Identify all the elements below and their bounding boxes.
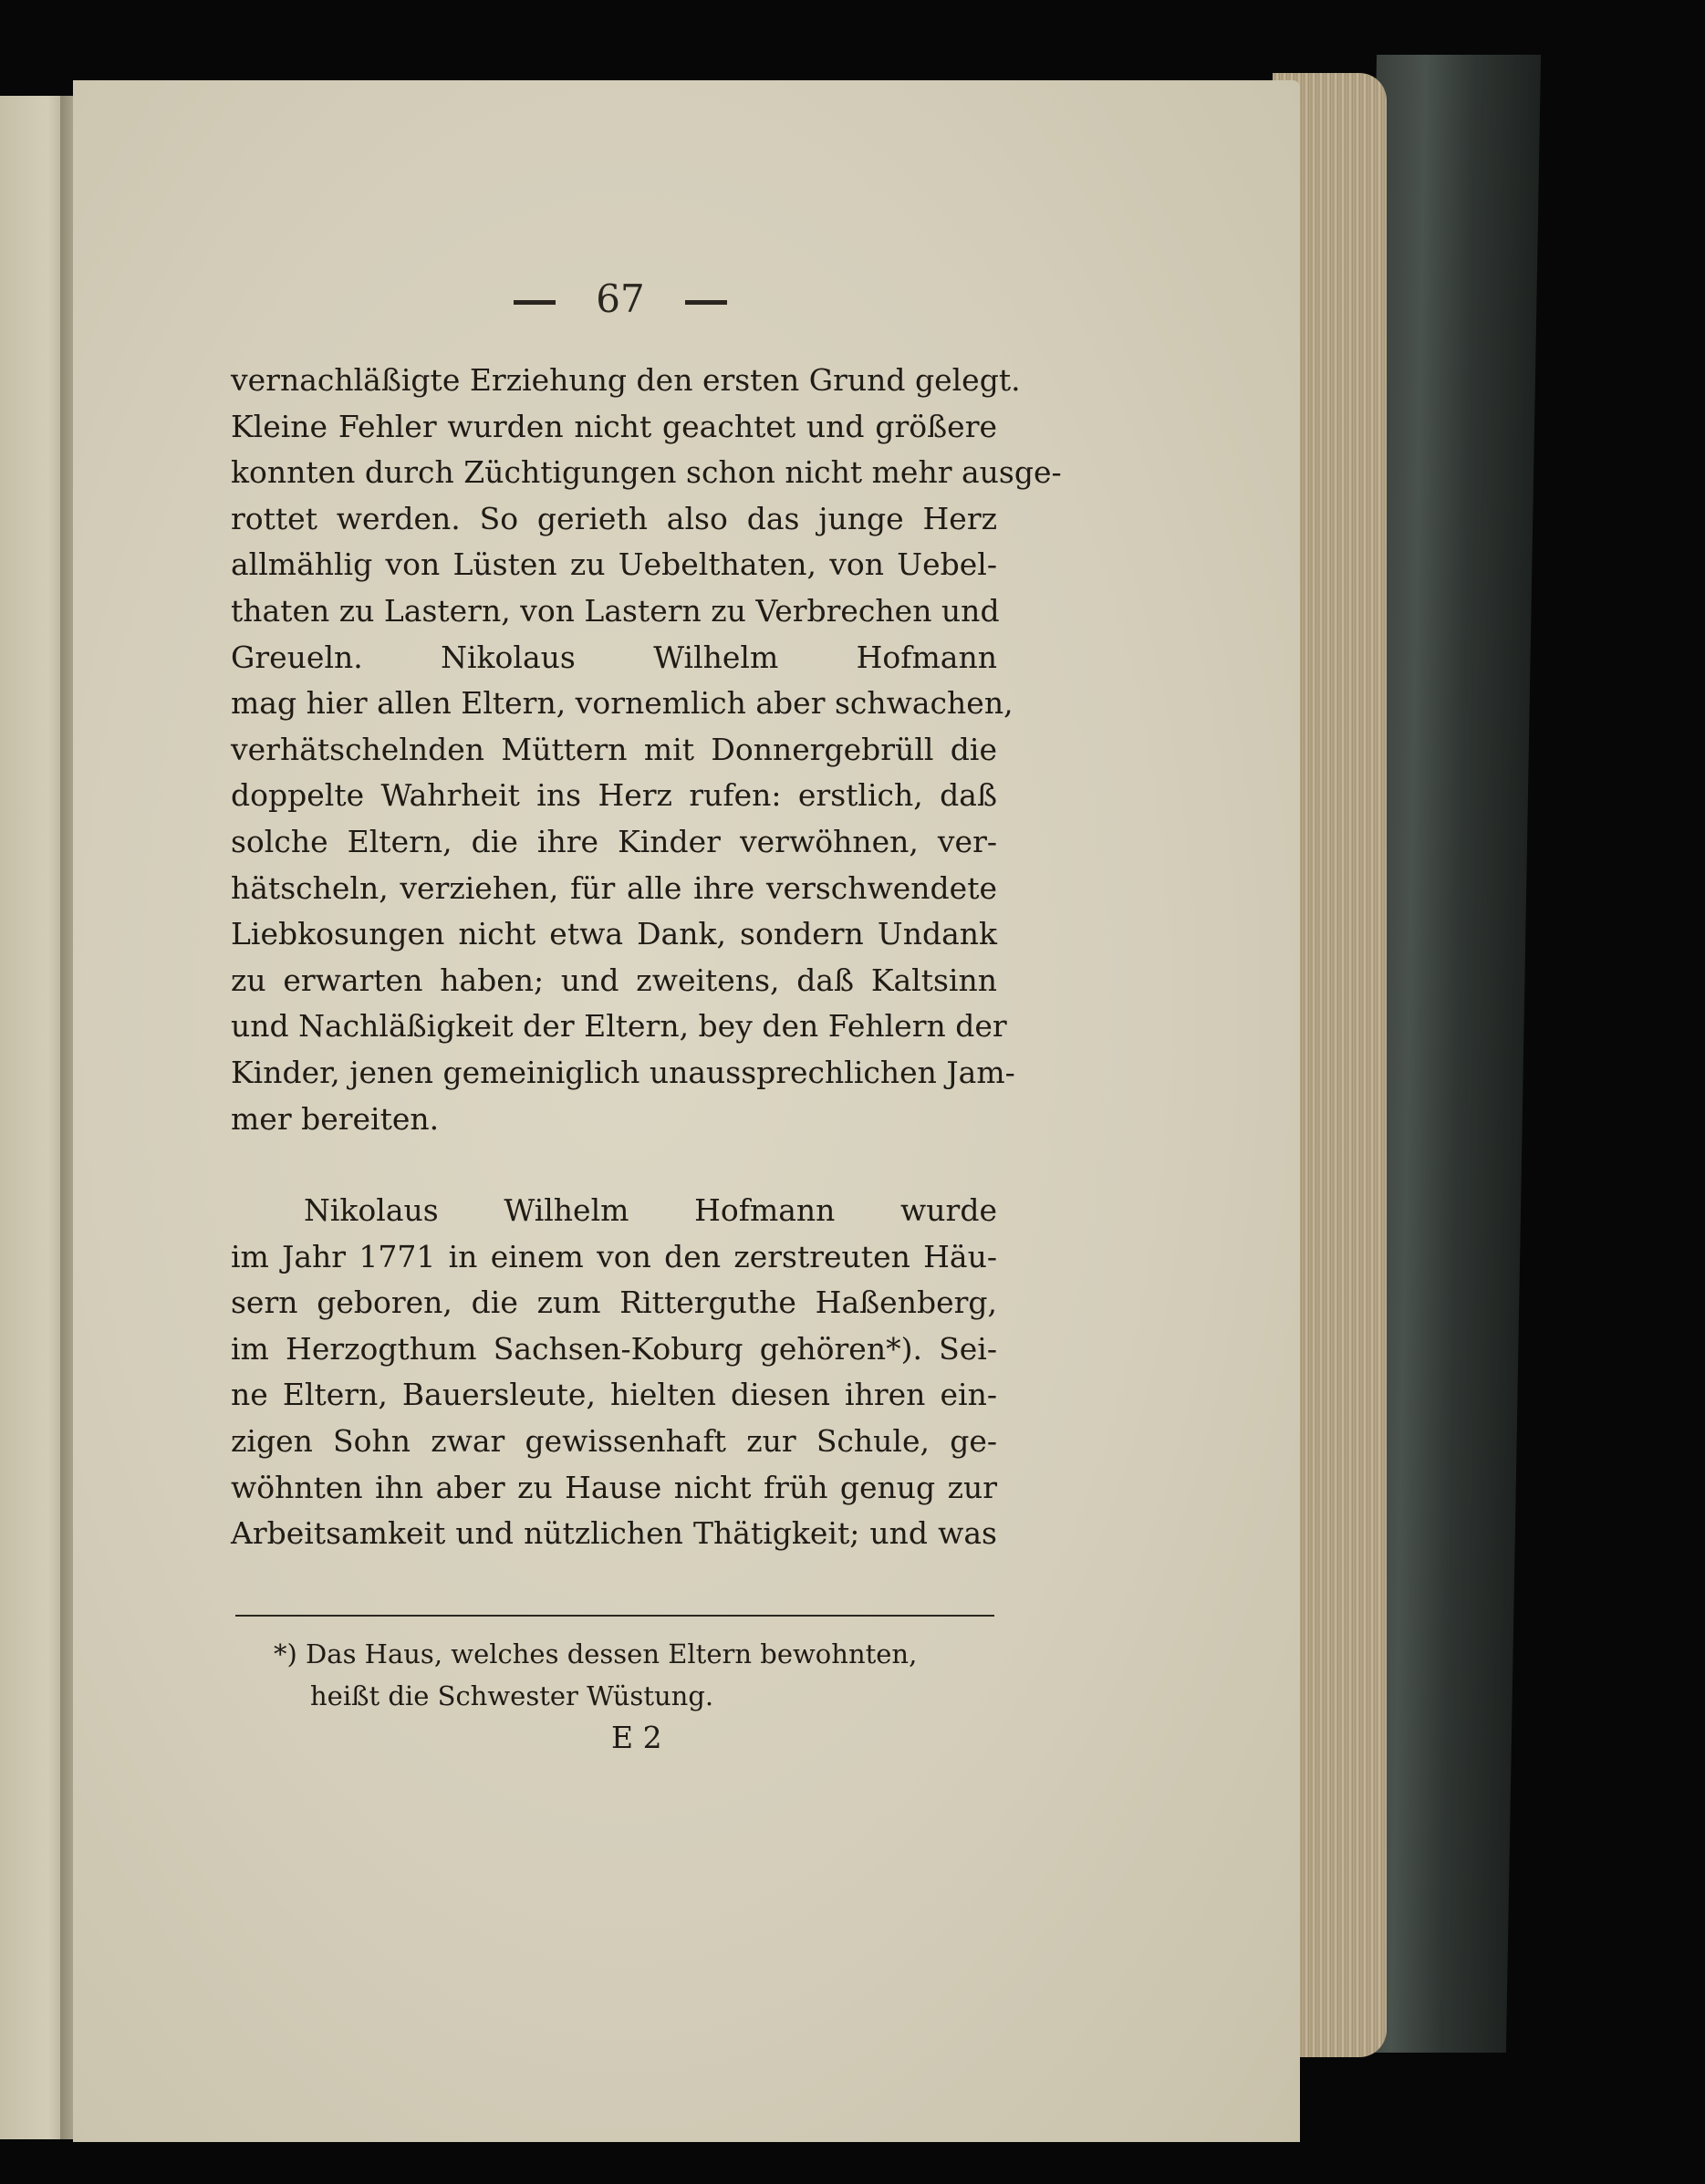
- text-line: Greueln. Nikolaus Wilhelm Hofmann: [231, 639, 997, 675]
- running-header: [474, 272, 766, 327]
- text-line: allmählig von Lüsten zu Uebelthaten, von Uebel-: [231, 546, 997, 583]
- signature-mark: E 2: [611, 1720, 662, 1755]
- text-line: wöhnten ihn aber zu Hause nicht früh genug zur: [231, 1469, 997, 1505]
- text-line: rottet werden. So gerieth also das junge Herz: [231, 500, 997, 536]
- page-number: 67: [596, 276, 645, 321]
- text-line: Liebkosungen nicht etwa Dank, sondern Undank: [231, 916, 997, 952]
- text-line-indented: [231, 1188, 997, 1234]
- text-line: verhätschelnden Müttern mit Donnergebrüll die: [231, 731, 997, 767]
- header-dash-right: [685, 300, 727, 305]
- facing-page-edge: [0, 96, 68, 2139]
- text-line: sern geboren, die zum Ritterguthe Haßenberg,: [231, 1284, 997, 1321]
- text-line-content: Nikolaus Wilhelm Hofmann wurde: [304, 1192, 997, 1229]
- text-line: hätscheln, verziehen, für alle ihre verschwendete: [231, 869, 997, 906]
- header-dash-left: [514, 300, 556, 305]
- text-line: ne Eltern, Bauersleute, hielten diesen ihren ein-: [231, 1377, 997, 1413]
- text-line: im Herzogthum Sachsen-Koburg gehören*). Sei-: [231, 1330, 997, 1367]
- text-line: mer bereiten.: [231, 1100, 440, 1137]
- text-line: Kinder, jenen gemeiniglich unaussprechlichen Jam-: [231, 1054, 1015, 1090]
- text-line: vernachläßigte Erziehung den ersten Grund gelegt.: [231, 362, 1021, 398]
- paragraph-gap: [231, 1142, 997, 1188]
- body-text: [231, 358, 1062, 1557]
- text-line: und Nachläßigkeit der Eltern, bey den Fehlern der: [231, 1008, 1007, 1045]
- text-line: solche Eltern, die ihre Kinder verwöhnen, ver-: [231, 823, 997, 859]
- text-line: konnten durch Züchtigungen schon nicht mehr ausge-: [231, 454, 1062, 491]
- footnote-line: heißt die Schwester Wüstung.: [310, 1680, 714, 1711]
- footnote: [274, 1633, 994, 1717]
- footnote-line: *) Das Haus, welches dessen Eltern bewohnten,: [274, 1638, 918, 1669]
- text-line: thaten zu Lastern, von Lastern zu Verbrechen und: [231, 592, 1000, 629]
- text-line: zu erwarten haben; und zweitens, daß Kaltsinn: [231, 962, 997, 998]
- text-line: Kleine Fehler wurden nicht geachtet und größere: [231, 408, 997, 444]
- text-line: im Jahr 1771 in einem von den zerstreuten Häu-: [231, 1238, 997, 1274]
- text-line: mag hier allen Eltern, vornemlich aber schwachen,: [231, 685, 1014, 722]
- footnote-rule: [235, 1615, 994, 1617]
- text-line: Arbeitsamkeit und nützlichen Thätigkeit; und was: [231, 1515, 997, 1552]
- text-line: doppelte Wahrheit ins Herz rufen: erstlich, daß: [231, 777, 997, 814]
- text-line: zigen Sohn zwar gewissenhaft zur Schule, ge-: [231, 1423, 997, 1460]
